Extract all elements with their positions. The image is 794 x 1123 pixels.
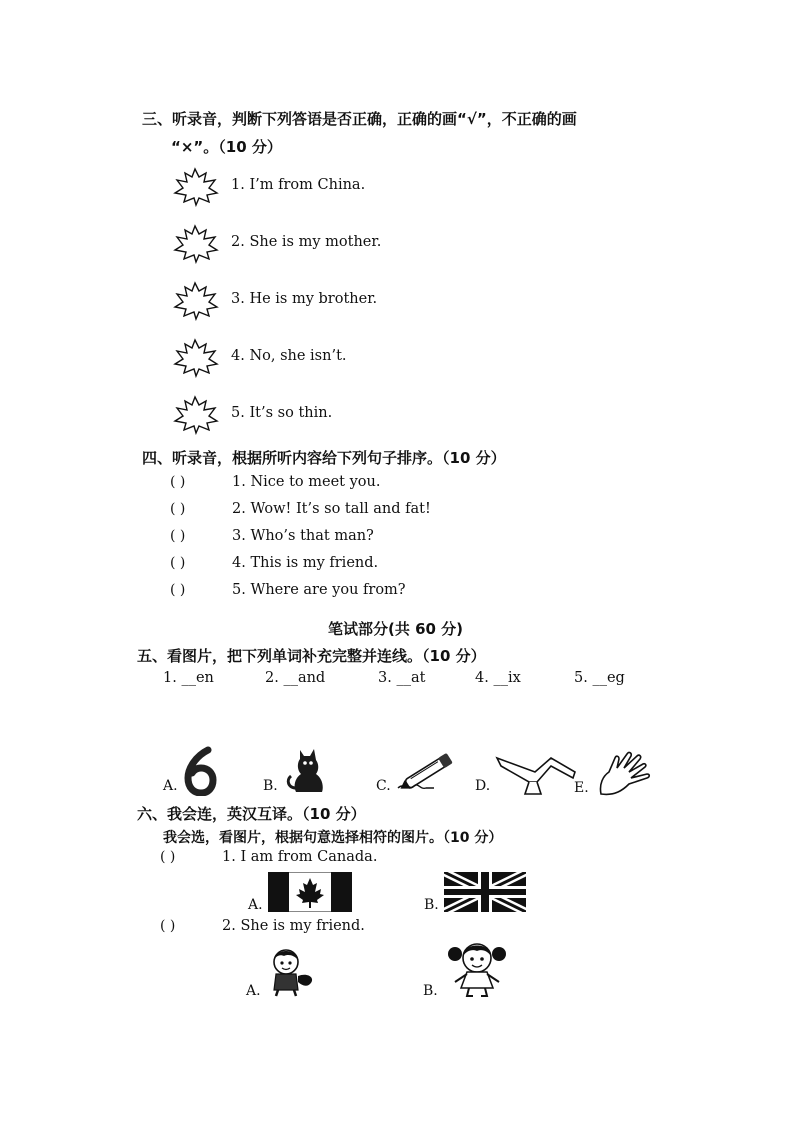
answer-blank[interactable]: ( ) <box>170 555 186 571</box>
option-a-label: A. <box>246 983 261 999</box>
section3-heading-line1: 三、听录音，判断下列答语是否正确，正确的画“√”，不正确的画 <box>142 110 577 128</box>
word-blank-2[interactable]: 2. __and <box>265 670 326 686</box>
option-a-label: A. <box>248 897 263 913</box>
section4-item-3: 3. Who’s that man? <box>232 528 374 544</box>
section6-question-2: 2. She is my friend. <box>222 918 365 934</box>
answer-leaf-icon[interactable] <box>170 167 220 207</box>
option-b-label: B. <box>424 897 439 913</box>
section4-item-1: 1. Nice to meet you. <box>232 474 381 490</box>
cat-icon <box>282 744 332 796</box>
section3-item-4: 4. No, she isn’t. <box>231 348 347 364</box>
section3-item-5: 5. It’s so thin. <box>231 405 333 421</box>
answer-blank[interactable]: ( ) <box>160 849 176 865</box>
section4-item-4: 4. This is my friend. <box>232 555 379 571</box>
picture-label-a: A. <box>163 778 178 794</box>
section6-question-1: 1. I am from Canada. <box>222 849 378 865</box>
boy-cartoon-icon[interactable] <box>264 946 320 998</box>
option-b-label: B. <box>423 983 438 999</box>
answer-blank[interactable]: ( ) <box>160 918 176 934</box>
section5-heading: 五、看图片，把下列单词补充完整并连线。（10 分） <box>137 647 486 665</box>
answer-blank[interactable]: ( ) <box>170 582 186 598</box>
answer-blank[interactable]: ( ) <box>170 501 186 517</box>
canada-flag-icon[interactable] <box>268 872 352 912</box>
written-part-title: 笔试部分(共 60 分) <box>328 620 464 638</box>
answer-leaf-icon[interactable] <box>170 395 220 435</box>
section3-item-2: 2. She is my mother. <box>231 234 382 250</box>
section6-subheading: 我会选，看图片，根据句意选择相符的图片。（10 分） <box>163 830 503 846</box>
answer-blank[interactable]: ( ) <box>170 474 186 490</box>
answer-blank[interactable]: ( ) <box>170 528 186 544</box>
girl-cartoon-icon[interactable] <box>443 938 511 998</box>
answer-leaf-icon[interactable] <box>170 281 220 321</box>
section4-item-5: 5. Where are you from? <box>232 582 406 598</box>
word-blank-5[interactable]: 5. __eg <box>574 670 625 686</box>
section3-item-3: 3. He is my brother. <box>231 291 378 307</box>
picture-label-d: D. <box>475 778 491 794</box>
section4-item-2: 2. Wow! It’s so tall and fat! <box>232 501 431 517</box>
word-blank-3[interactable]: 3. __at <box>378 670 426 686</box>
section3-item-1: 1. I’m from China. <box>231 177 366 193</box>
picture-label-c: C. <box>376 778 391 794</box>
uk-flag-icon[interactable] <box>444 872 526 912</box>
section4-heading: 四、听录音，根据所听内容给下列句子排序。（10 分） <box>142 449 506 467</box>
picture-label-e: E. <box>574 780 589 796</box>
word-blank-4[interactable]: 4. __ix <box>475 670 521 686</box>
pen-icon <box>394 748 464 796</box>
word-blank-1[interactable]: 1. __en <box>163 670 214 686</box>
answer-leaf-icon[interactable] <box>170 338 220 378</box>
picture-label-b: B. <box>263 778 278 794</box>
hand-icon <box>595 748 657 800</box>
section3-heading-line2: “×”。（10 分） <box>171 138 282 156</box>
leg-icon <box>495 752 577 798</box>
number-six-icon <box>182 746 218 796</box>
answer-leaf-icon[interactable] <box>170 224 220 264</box>
section6-heading: 六、我会连，英汉互译。（10 分） <box>137 805 366 823</box>
